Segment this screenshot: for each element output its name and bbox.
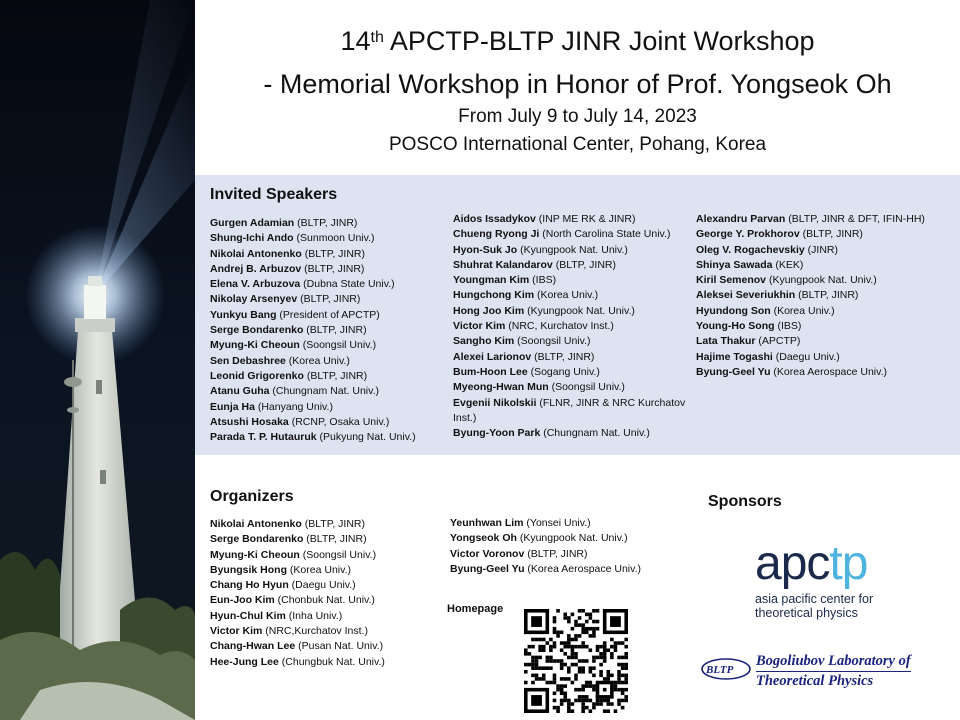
person-affiliation: (Pusan Nat. Univ.) [295, 640, 384, 653]
person-name: Victor Kim [210, 625, 263, 638]
organizers-column-1 [210, 517, 445, 670]
person-affiliation: (Chungbuk Nat. Univ.) [278, 655, 385, 668]
person-name: Myung-Ki Cheoun [210, 339, 300, 352]
person-entry [210, 548, 445, 563]
apctp-wordmark: apctp [755, 537, 868, 590]
person-name: Hyun-Chul Kim [210, 609, 286, 622]
person-entry [453, 396, 698, 427]
person-name: Hyundong Son [696, 304, 771, 317]
person-affiliation: (BLTP, JINR) [301, 247, 366, 260]
person-affiliation: (BLTP, JINR) [552, 258, 616, 271]
workshop-header [195, 0, 960, 172]
person-name: Shung-Ichi Ando [210, 232, 294, 245]
person-affiliation: (Korea Univ.) [285, 354, 350, 367]
person-affiliation: (INP ME RK & JINR) [535, 213, 636, 225]
person-affiliation: (President of APCTP) [276, 308, 380, 321]
person-affiliation: (BLTP, JINR) [294, 217, 358, 229]
person-entry [210, 323, 445, 338]
person-name: Sen Debashree [210, 354, 286, 367]
person-entry [696, 227, 956, 242]
person-affiliation: (Daegu Univ.) [772, 350, 840, 363]
person-affiliation: (Chungnam Nat. Univ.) [540, 427, 650, 440]
person-affiliation: (Inha Univ.) [285, 609, 343, 622]
person-affiliation: (Hanyang Univ.) [254, 400, 333, 413]
person-entry [210, 277, 445, 292]
person-name: Yeunhwan Lim [450, 517, 524, 529]
person-name: Hyon-Suk Jo [453, 243, 518, 256]
person-affiliation: (IBS) [774, 320, 802, 333]
person-entry [453, 426, 698, 441]
person-name: Nikolai Antonenko [210, 518, 302, 530]
speakers-column-1 [210, 216, 445, 445]
person-name: Victor Kim [453, 320, 506, 333]
person-entry [453, 273, 698, 288]
person-affiliation: (Yonsei Univ.) [523, 517, 591, 529]
person-entry [696, 258, 956, 273]
person-affiliation: (Kyungpook Nat. Univ.) [524, 304, 635, 317]
person-name: Andrej B. Arbuzov [210, 262, 302, 275]
person-affiliation: (APCTP) [755, 335, 801, 348]
person-name: Young-Ho Song [696, 320, 775, 333]
person-name: Lata Thakur [696, 335, 756, 348]
person-name: Evgenii Nikolskii [453, 396, 537, 409]
person-name: Alexandru Parvan [696, 213, 786, 225]
person-entry [453, 227, 698, 242]
person-affiliation: (Kyungpook Nat. Univ.) [766, 274, 877, 287]
person-affiliation: (Korea Aerospace Univ.) [524, 562, 642, 575]
person-entry [696, 304, 956, 319]
bltp-logo [700, 648, 955, 690]
person-entry [210, 593, 445, 608]
organizers-heading: Organizers [210, 488, 294, 505]
workshop-subtitle: - Memorial Workshop in Honor of Prof. Yongseok Oh [263, 69, 892, 99]
person-entry [453, 380, 698, 395]
person-entry [210, 655, 445, 670]
person-entry [210, 308, 445, 323]
person-name: Myung-Ki Cheoun [210, 548, 300, 561]
person-affiliation: (BLTP, JINR) [297, 293, 361, 306]
workshop-title: 14th APCTP-BLTP JINR Joint Workshop [340, 26, 815, 56]
person-affiliation: (BLTP, JINR) [303, 369, 368, 382]
person-affiliation: (BLTP, JINR) [303, 324, 367, 337]
person-name: Chueng Ryong Ji [453, 228, 540, 241]
person-name: Sangho Kim [453, 335, 515, 348]
person-name: Kiril Semenov [696, 274, 767, 287]
person-entry [210, 292, 445, 307]
person-entry [210, 369, 445, 384]
person-affiliation: (Korea Univ.) [287, 563, 352, 576]
person-entry [453, 350, 698, 365]
person-affiliation: (Korea Aerospace Univ.) [770, 365, 888, 378]
bltp-emblem-text: BLTP [706, 664, 734, 676]
speakers-column-2 [453, 212, 698, 441]
person-entry [210, 609, 445, 624]
person-name: Atanu Guha [210, 385, 270, 398]
person-name: Youngman Kim [453, 274, 530, 287]
person-affiliation: (BLTP, JINR) [531, 350, 595, 363]
person-entry [210, 563, 445, 578]
person-entry [696, 273, 956, 288]
person-name: Byung-Yoon Park [453, 427, 541, 440]
person-name: Parada T. P. Hutauruk [210, 431, 317, 444]
person-affiliation: (Soongsil Univ.) [299, 339, 377, 352]
workshop-venue: POSCO International Center, Pohang, Korea [388, 134, 767, 155]
person-affiliation: (Korea Univ.) [770, 304, 835, 317]
person-name: George Y. Prokhorov [696, 228, 800, 241]
person-name: Eunja Ha [210, 400, 255, 413]
person-affiliation: (Korea Univ.) [534, 289, 599, 302]
person-name: Alexei Larionov [453, 350, 532, 363]
apctp-caption: asia pacific center for theoretical physics [755, 592, 874, 620]
person-entry [210, 384, 445, 399]
person-entry [696, 350, 956, 365]
person-entry [210, 338, 445, 353]
person-affiliation: (Chonbuk Nat. Univ.) [274, 594, 375, 607]
person-entry [696, 365, 956, 380]
bltp-emblem-icon [700, 648, 758, 690]
person-entry [453, 319, 698, 334]
person-name: Byungsik Hong [210, 563, 288, 576]
person-name: Yongseok Oh [450, 532, 517, 545]
person-entry [210, 354, 445, 369]
person-affiliation: (Soongsil Univ.) [548, 381, 625, 394]
person-name: Aidos Issadykov [453, 213, 536, 225]
apctp-logo [755, 537, 905, 620]
person-entry [453, 258, 698, 273]
person-name: Hajime Togashi [696, 350, 773, 363]
invited-speakers-section [195, 175, 960, 455]
workshop-dates: From July 9 to July 14, 2023 [458, 106, 697, 127]
person-name: Shinya Sawada [696, 258, 773, 271]
invited-speakers-heading: Invited Speakers [210, 186, 338, 203]
person-entry [696, 288, 956, 303]
person-affiliation: (NRC, Kurchatov Inst.) [505, 320, 614, 333]
lighthouse-photo [0, 0, 195, 720]
person-name: Byung-Geel Yu [696, 365, 771, 378]
person-affiliation: (Soongsil Univ.) [299, 548, 377, 561]
person-affiliation: (Kyungpook Nat. Univ.) [516, 532, 628, 545]
person-affiliation: (BLTP, JINR) [799, 228, 863, 241]
person-name: Elena V. Arbuzova [210, 278, 301, 291]
person-name: Chang Ho Hyun [210, 579, 289, 592]
person-affiliation: (BLTP, JINR) [795, 289, 859, 302]
person-entry [210, 578, 445, 593]
speakers-column-3 [696, 212, 956, 380]
person-name: Eun-Joo Kim [210, 594, 275, 607]
person-name: Oleg V. Rogachevskiy [696, 243, 805, 256]
person-name: Serge Bondarenko [210, 324, 304, 337]
person-entry [696, 319, 956, 334]
person-affiliation: (FLNR, JINR & NRC Kurchatov Inst.) [453, 396, 686, 424]
homepage-label: Homepage [447, 603, 504, 615]
person-name: Shuhrat Kalandarov [453, 258, 553, 271]
person-affiliation: (JINR) [804, 243, 838, 256]
person-affiliation: (BLTP, JINR) [301, 262, 365, 275]
person-name: Serge Bondarenko [210, 533, 304, 546]
person-entry [453, 243, 698, 258]
person-entry [453, 212, 698, 227]
person-entry [450, 531, 690, 546]
person-affiliation: (RCNP, Osaka Univ.) [288, 415, 390, 428]
person-name: Nikolai Antonenko [210, 247, 302, 260]
person-entry [210, 247, 445, 262]
person-affiliation: (KEK) [772, 258, 804, 271]
person-name: Nikolay Arsenyev [210, 293, 298, 306]
homepage-qr-code[interactable] [524, 609, 628, 713]
person-entry [453, 288, 698, 303]
person-name: Atsushi Hosaka [210, 415, 289, 428]
person-affiliation: (IBS) [529, 274, 557, 287]
person-entry [210, 262, 445, 277]
person-name: Chang-Hwan Lee [210, 640, 296, 653]
person-entry [450, 516, 690, 531]
person-name: Yunkyu Bang [210, 308, 277, 321]
person-affiliation: (North Carolina State Univ.) [539, 228, 671, 241]
person-entry [210, 216, 445, 231]
person-entry [453, 304, 698, 319]
person-affiliation: (Chungnam Nat. Univ.) [269, 385, 380, 398]
person-entry [210, 624, 445, 639]
organizers-column-2 [450, 516, 690, 577]
person-affiliation: (NRC,Kurchatov Inst.) [262, 625, 368, 638]
person-entry [210, 532, 445, 547]
bltp-name: Bogoliubov Laboratory of Theoretical Physics [756, 653, 911, 689]
person-entry [453, 334, 698, 349]
person-affiliation: (Sunmoon Univ.) [293, 232, 375, 245]
person-name: Hungchong Kim [453, 289, 535, 302]
person-name: Victor Voronov [450, 547, 525, 560]
person-entry [453, 365, 698, 380]
person-name: Aleksei Severiukhin [696, 289, 796, 302]
person-entry [450, 547, 690, 562]
person-affiliation: (Soongsil Univ.) [514, 335, 591, 348]
person-name: Hong Joo Kim [453, 304, 525, 317]
person-entry [210, 430, 445, 445]
person-affiliation: (Kyungpook Nat. Univ.) [517, 243, 628, 256]
person-entry [210, 517, 445, 532]
person-name: Myeong-Hwan Mun [453, 381, 549, 394]
person-entry [210, 639, 445, 654]
person-entry [210, 400, 445, 415]
person-affiliation: (BLTP, JINR) [303, 533, 367, 546]
person-entry [210, 231, 445, 246]
person-affiliation: (BLTP, JINR) [524, 547, 588, 560]
person-affiliation: (BLTP, JINR) [301, 518, 366, 530]
sponsors-heading: Sponsors [708, 493, 782, 510]
person-name: Byung-Geel Yu [450, 562, 525, 575]
person-name: Leonid Grigorenko [210, 369, 304, 382]
person-entry [450, 562, 690, 577]
person-entry [696, 334, 956, 349]
person-affiliation: (BLTP, JINR & DFT, IFIN-HH) [785, 213, 925, 225]
person-entry [696, 212, 956, 227]
person-affiliation: (Pukyung Nat. Univ.) [316, 431, 416, 444]
person-affiliation: (Sogang Univ.) [527, 365, 600, 378]
person-affiliation: (Daegu Univ.) [288, 579, 356, 592]
person-name: Bum-Hoon Lee [453, 365, 528, 378]
person-entry [210, 415, 445, 430]
person-name: Gurgen Adamian [210, 217, 295, 229]
person-entry [696, 243, 956, 258]
person-name: Hee-Jung Lee [210, 655, 279, 668]
person-affiliation: (Dubna State Univ.) [300, 278, 395, 291]
